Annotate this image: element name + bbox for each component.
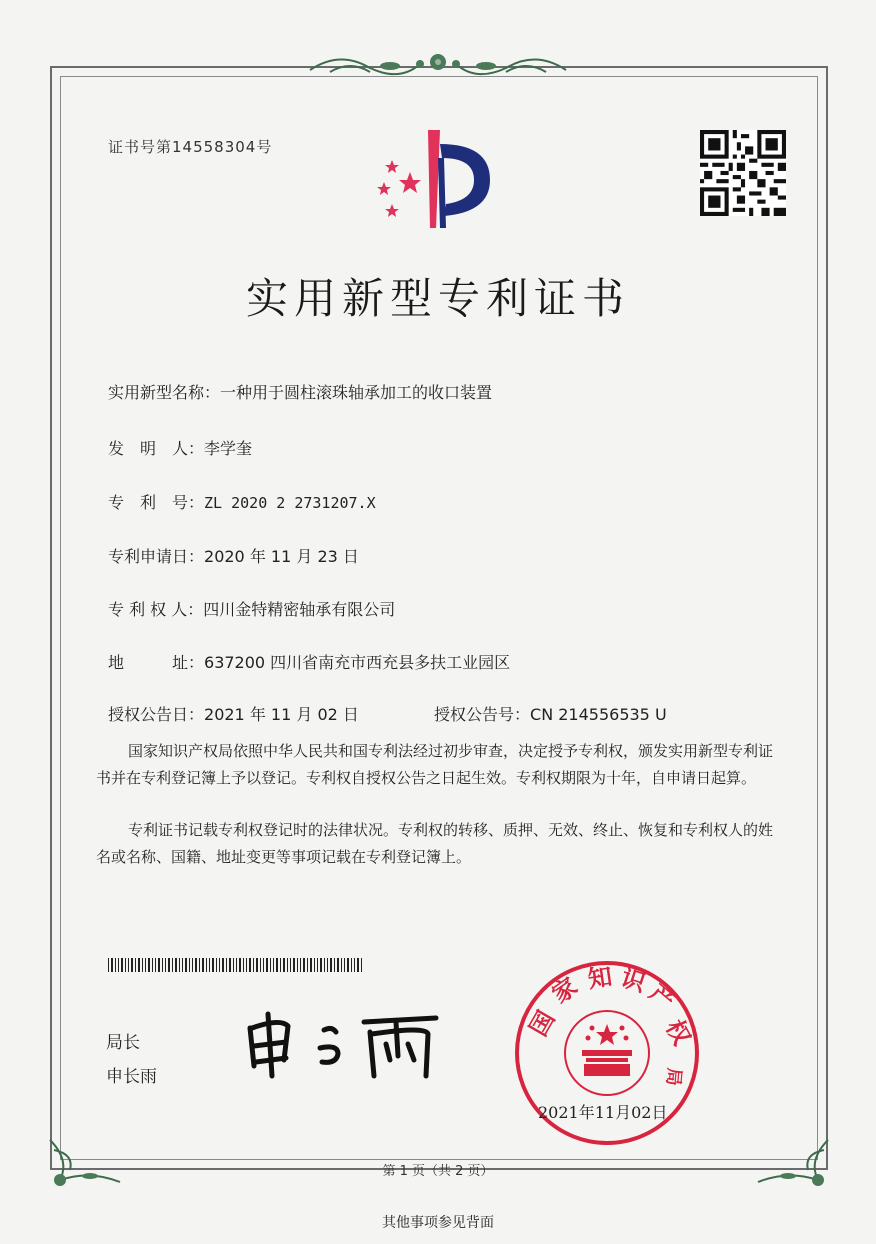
page-number: 第 1 页（共 2 页） xyxy=(382,1164,494,1179)
address-row xyxy=(108,650,510,673)
grant-number-label: 授权公告号： xyxy=(434,705,531,724)
patentee-value: 四川金特精密轴承有限公司 xyxy=(203,600,396,619)
inventor-value: 李学奎 xyxy=(204,439,253,458)
svg-text:家: 家 xyxy=(546,972,583,1009)
patent-number-label: 专 利 号： xyxy=(108,493,205,512)
svg-text:局: 局 xyxy=(662,1066,685,1087)
patent-office-logo xyxy=(366,124,506,234)
certificate-title: 实用新型专利证书 xyxy=(245,274,630,323)
patentee-row xyxy=(108,597,395,620)
filing-date-value: 2020 年 11 月 23 日 xyxy=(204,547,359,566)
barcode xyxy=(108,958,364,972)
filing-date-label: 专利申请日： xyxy=(108,547,205,566)
grant-date-row xyxy=(108,702,359,725)
patent-number-value: ZL 2020 2 2731207.X xyxy=(204,494,376,512)
patentee-label: 专 利 权 人： xyxy=(108,600,204,619)
address-value: 637200 四川省南充市西充县多扶工业园区 xyxy=(204,653,511,672)
svg-text:国: 国 xyxy=(524,1006,561,1041)
grant-date-label: 授权公告日： xyxy=(108,705,205,724)
footer-note: 其他事项参见背面 xyxy=(382,1215,494,1231)
svg-text:知: 知 xyxy=(586,962,614,994)
address-label: 地 址： xyxy=(108,653,205,672)
utility-model-name-label: 实用新型名称： xyxy=(108,383,221,402)
signatory-name: 申长雨 xyxy=(106,1067,157,1087)
seal-date: 2021年11月02日 xyxy=(538,1103,668,1122)
inventor-label: 发 明 人： xyxy=(108,439,205,458)
filing-date-row xyxy=(108,544,359,567)
grant-date-value: 2021 年 11 月 02 日 xyxy=(204,705,359,724)
patent-number-row xyxy=(108,490,376,513)
svg-text:权: 权 xyxy=(660,1015,697,1050)
svg-text:产: 产 xyxy=(644,978,681,1016)
inventor-row xyxy=(108,436,252,459)
grant-number-row xyxy=(434,702,667,725)
legal-status-paragraph: 专利证书记载专利权登记时的法律状况。专利权的转移、质押、无效、终止、恢复和专利权人的姓名或名称、国籍、地址变更等事项记载在专利登记簿上。 xyxy=(96,821,774,866)
qr-code xyxy=(700,130,786,216)
svg-text:识: 识 xyxy=(617,963,650,998)
grant-number-value: CN 214556535 U xyxy=(530,705,667,724)
signatory-title: 局长 xyxy=(106,1033,140,1053)
grant-statement-paragraph: 国家知识产权局依照中华人民共和国专利法经过初步审查，决定授予专利权，颁发实用新型专利证书并在专利登记簿上予以登记。专利权自授权公告之日起生效。专利权期限为十年，自申请日起算。 xyxy=(96,742,774,787)
utility-model-name-value: 一种用于圆柱滚珠轴承加工的收口装置 xyxy=(220,383,493,402)
handwritten-signature xyxy=(240,1000,440,1080)
utility-model-name-row xyxy=(108,380,492,403)
certificate-number: 证书号第14558304号 xyxy=(108,138,273,156)
top-ornament xyxy=(300,42,576,86)
